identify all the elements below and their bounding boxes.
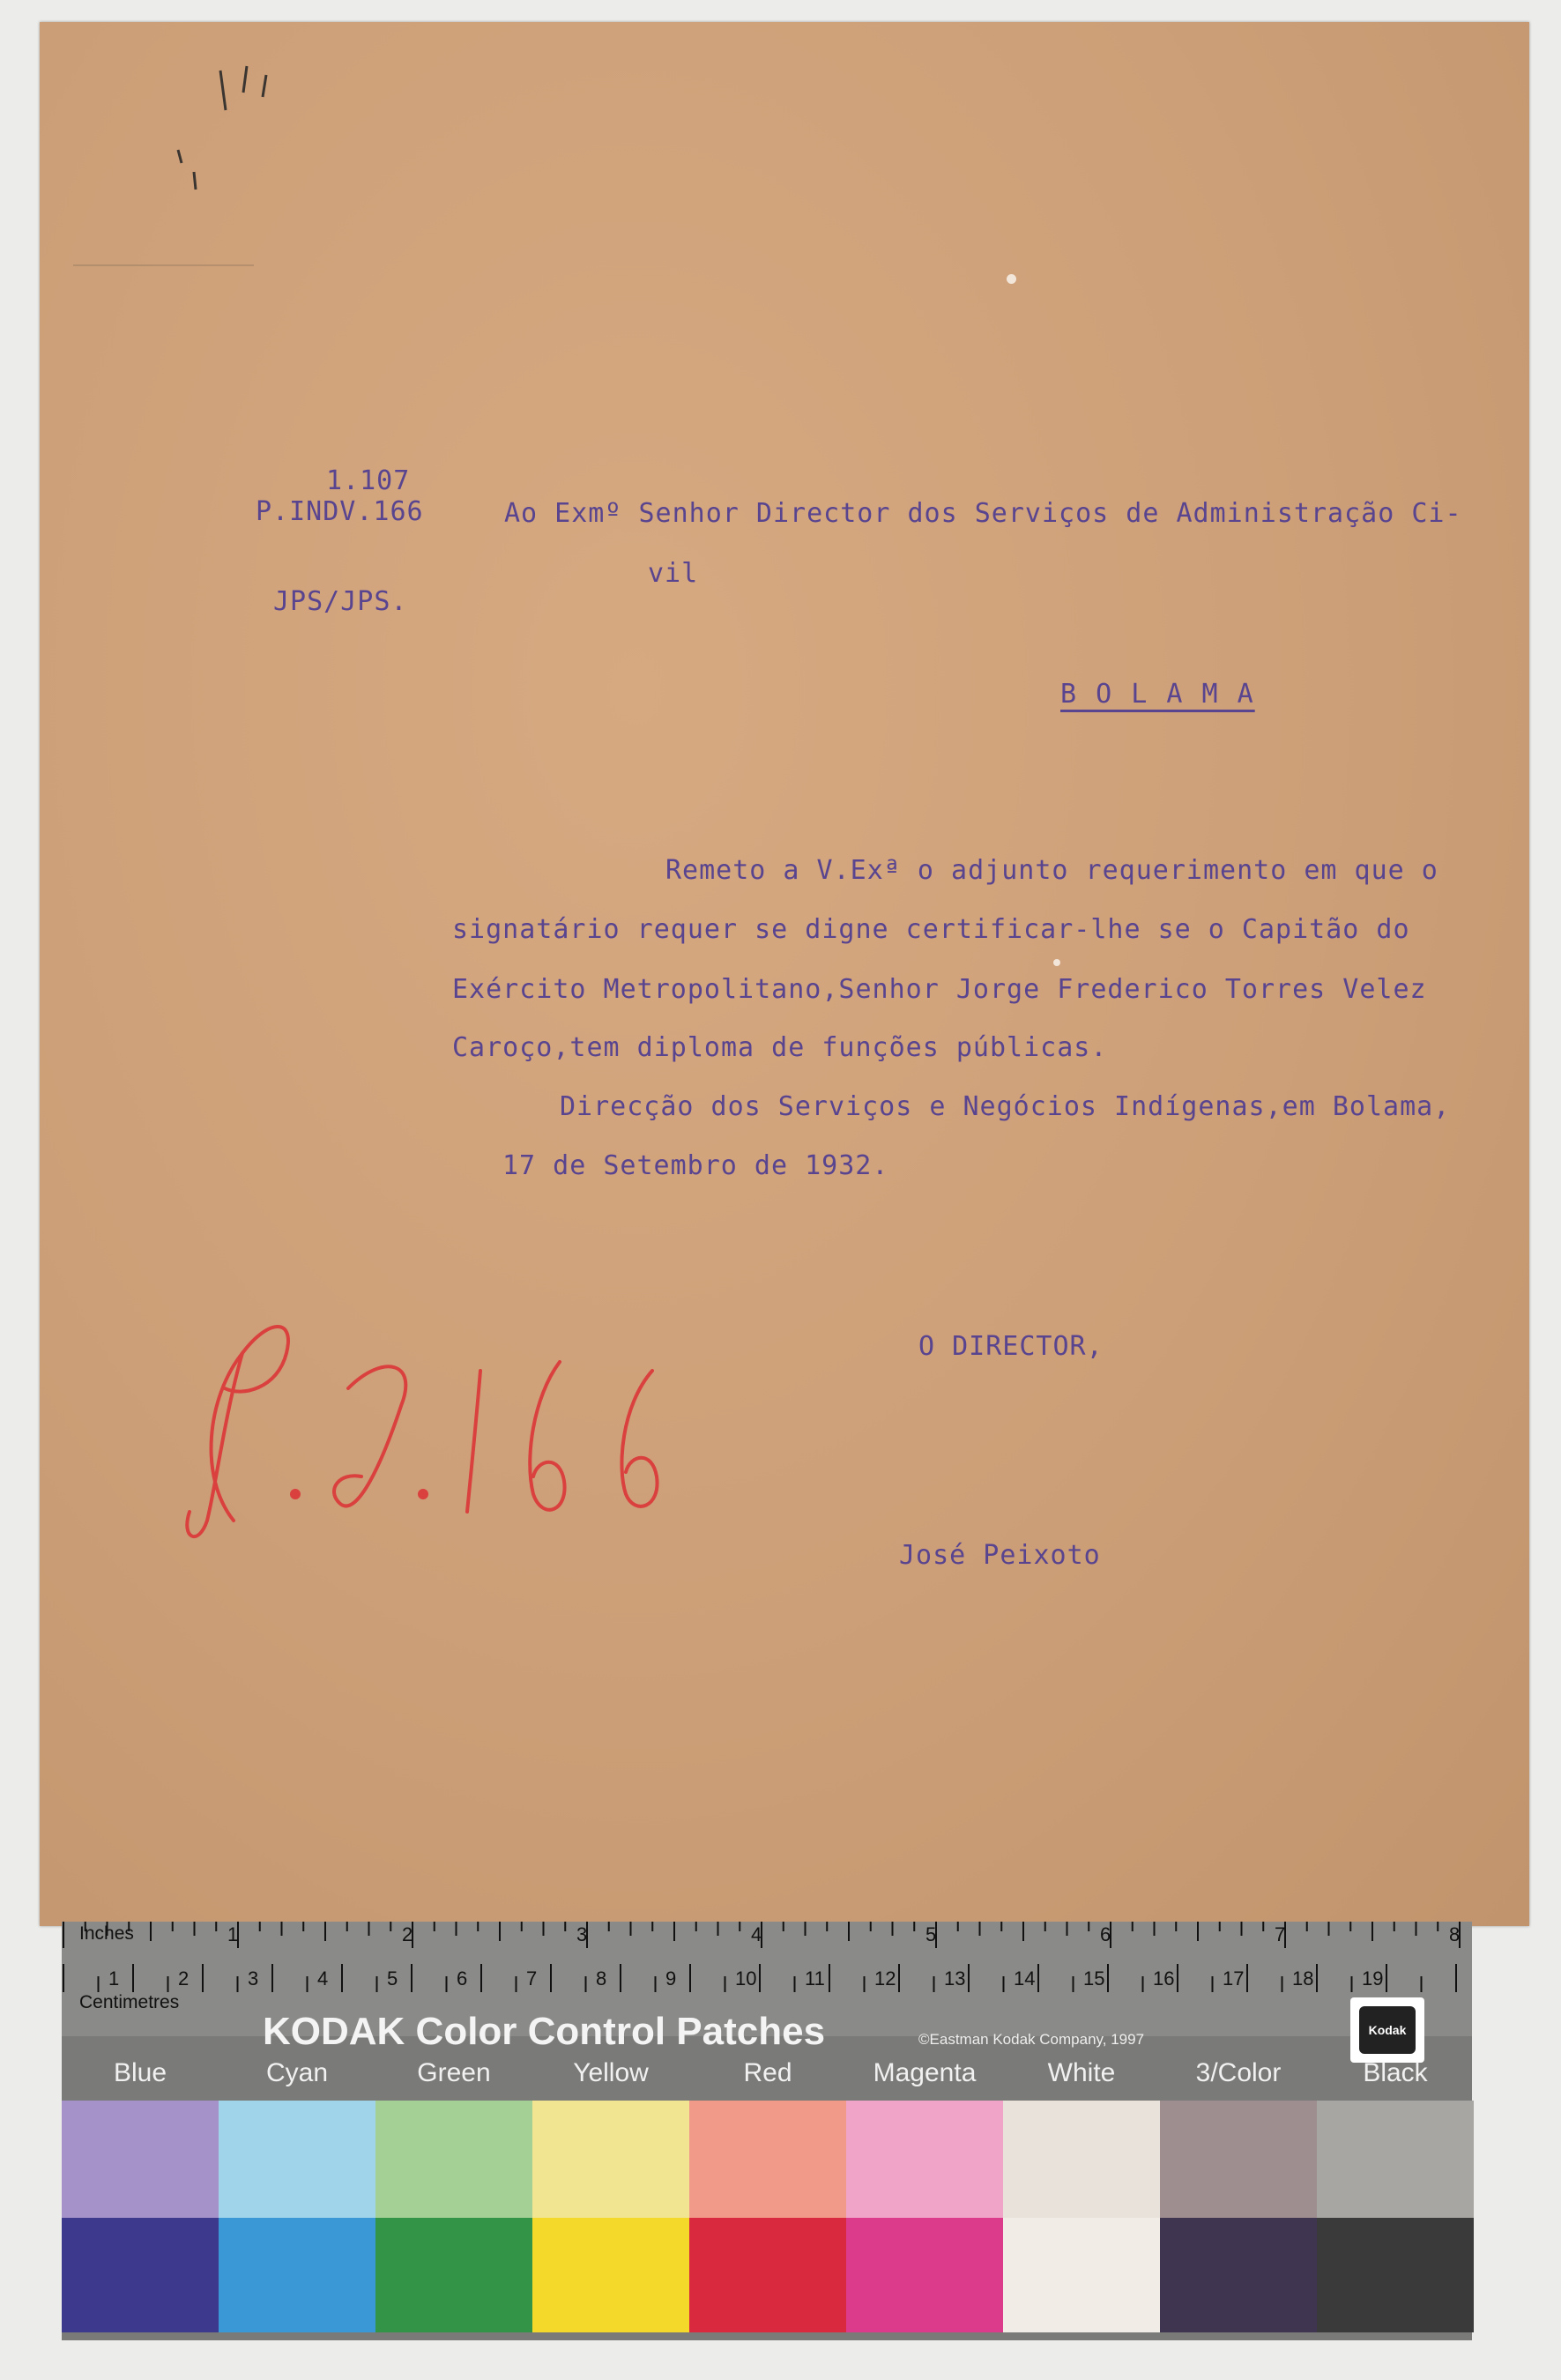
color-patch-light bbox=[532, 2101, 689, 2218]
cm-number: 14 bbox=[1014, 1967, 1036, 1990]
cm-number: 7 bbox=[526, 1967, 538, 1990]
ink-marks bbox=[167, 57, 291, 207]
patch-label: 3/Color bbox=[1195, 2058, 1282, 2087]
city-heading: B O L A M A bbox=[1060, 679, 1255, 710]
color-patch-dark bbox=[532, 2218, 689, 2332]
inch-number: 5 bbox=[925, 1923, 937, 1945]
signature-title: O DIRECTOR, bbox=[918, 1331, 1104, 1362]
patch-label: Black bbox=[1363, 2058, 1428, 2087]
inch-number: 1 bbox=[227, 1923, 239, 1945]
inch-number: 3 bbox=[576, 1923, 588, 1945]
patch-label: Red bbox=[743, 2058, 792, 2087]
color-patch-light bbox=[689, 2101, 846, 2218]
color-patch-dark bbox=[375, 2218, 532, 2332]
addressee-line: vil bbox=[648, 558, 699, 589]
ref-initials: JPS/JPS. bbox=[273, 586, 408, 617]
patch-label: White bbox=[1047, 2058, 1116, 2087]
cm-number: 6 bbox=[457, 1967, 468, 1990]
kodak-color-target bbox=[62, 1922, 1472, 2340]
cm-number: 5 bbox=[387, 1967, 398, 1990]
cm-number: 1 bbox=[108, 1967, 120, 1990]
ref-process: P.INDV.166 bbox=[256, 496, 424, 527]
cm-number: 9 bbox=[665, 1967, 677, 1990]
color-patch-dark bbox=[846, 2218, 1003, 2332]
centimetres-label: Centimetres bbox=[79, 1992, 180, 2012]
date-line: 17 de Setembro de 1932. bbox=[502, 1150, 889, 1181]
color-patch-light bbox=[62, 2101, 219, 2218]
color-patch-light bbox=[219, 2101, 375, 2218]
body-line: Direcção dos Serviços e Negócios Indígenas,em Bolama, bbox=[560, 1091, 1451, 1122]
patch-label: Cyan bbox=[265, 2058, 329, 2087]
paper-spot bbox=[1053, 959, 1060, 966]
inch-number: 7 bbox=[1275, 1923, 1286, 1945]
color-patch-dark bbox=[1160, 2218, 1317, 2332]
inch-number: 8 bbox=[1449, 1923, 1461, 1945]
color-patch-dark bbox=[1003, 2218, 1160, 2332]
addressee-line: Ao Exmº Senhor Director dos Serviços de Administração Ci- bbox=[504, 498, 1462, 529]
inches-label: Inches bbox=[79, 1923, 134, 1944]
fold-line bbox=[73, 264, 254, 266]
cm-number: 16 bbox=[1153, 1967, 1175, 1990]
cm-number: 3 bbox=[248, 1967, 259, 1990]
cm-number: 19 bbox=[1362, 1967, 1384, 1990]
ref-number: 1.107 bbox=[326, 465, 411, 496]
color-patch-light bbox=[846, 2101, 1003, 2218]
body-line: Exército Metropolitano,Senhor Jorge Frederico Torres Velez bbox=[452, 974, 1427, 1005]
color-patch-light bbox=[1003, 2101, 1160, 2218]
kodak-copyright: ©Eastman Kodak Company, 1997 bbox=[918, 2031, 1145, 2048]
color-patch-dark bbox=[689, 2218, 846, 2332]
color-patch-light bbox=[375, 2101, 532, 2218]
patch-label: Green bbox=[417, 2058, 491, 2087]
handwritten-reference-note bbox=[172, 1291, 701, 1547]
cm-number: 8 bbox=[596, 1967, 607, 1990]
patch-label: Blue bbox=[113, 2058, 167, 2087]
inch-number: 6 bbox=[1100, 1923, 1111, 1945]
cm-number: 12 bbox=[874, 1967, 896, 1990]
cm-number: 11 bbox=[805, 1967, 825, 1990]
paper-spot bbox=[1007, 274, 1016, 284]
inch-number: 2 bbox=[402, 1923, 413, 1945]
cm-number: 13 bbox=[944, 1967, 966, 1990]
kodak-title: KODAK Color Control Patches bbox=[263, 2010, 826, 2053]
cm-number: 17 bbox=[1223, 1967, 1245, 1990]
inch-number: 4 bbox=[751, 1923, 762, 1945]
document-page bbox=[40, 22, 1529, 1926]
color-patch-dark bbox=[219, 2218, 375, 2332]
patch-label: Magenta bbox=[873, 2058, 977, 2087]
color-patch-light bbox=[1160, 2101, 1317, 2218]
cm-number: 15 bbox=[1083, 1967, 1105, 1990]
cm-number: 10 bbox=[735, 1967, 757, 1990]
body-line: Caroço,tem diploma de funções públicas. bbox=[452, 1032, 1108, 1063]
cm-number: 18 bbox=[1292, 1967, 1314, 1990]
color-patch-dark bbox=[62, 2218, 219, 2332]
cm-number: 2 bbox=[178, 1967, 190, 1990]
body-line: signatário requer se digne certificar-lhe se o Capitão do bbox=[452, 914, 1410, 945]
color-patch-dark bbox=[1317, 2218, 1474, 2332]
body-line: Remeto a V.Exª o adjunto requerimento em que o bbox=[665, 855, 1438, 886]
signature-name: José Peixoto bbox=[899, 1540, 1101, 1571]
cm-number: 4 bbox=[317, 1967, 329, 1990]
kodak-logo bbox=[1350, 1997, 1424, 2063]
kodak-logo-text: Kodak bbox=[1359, 2006, 1416, 2054]
patch-label: Yellow bbox=[573, 2058, 649, 2087]
color-patch-light bbox=[1317, 2101, 1474, 2218]
